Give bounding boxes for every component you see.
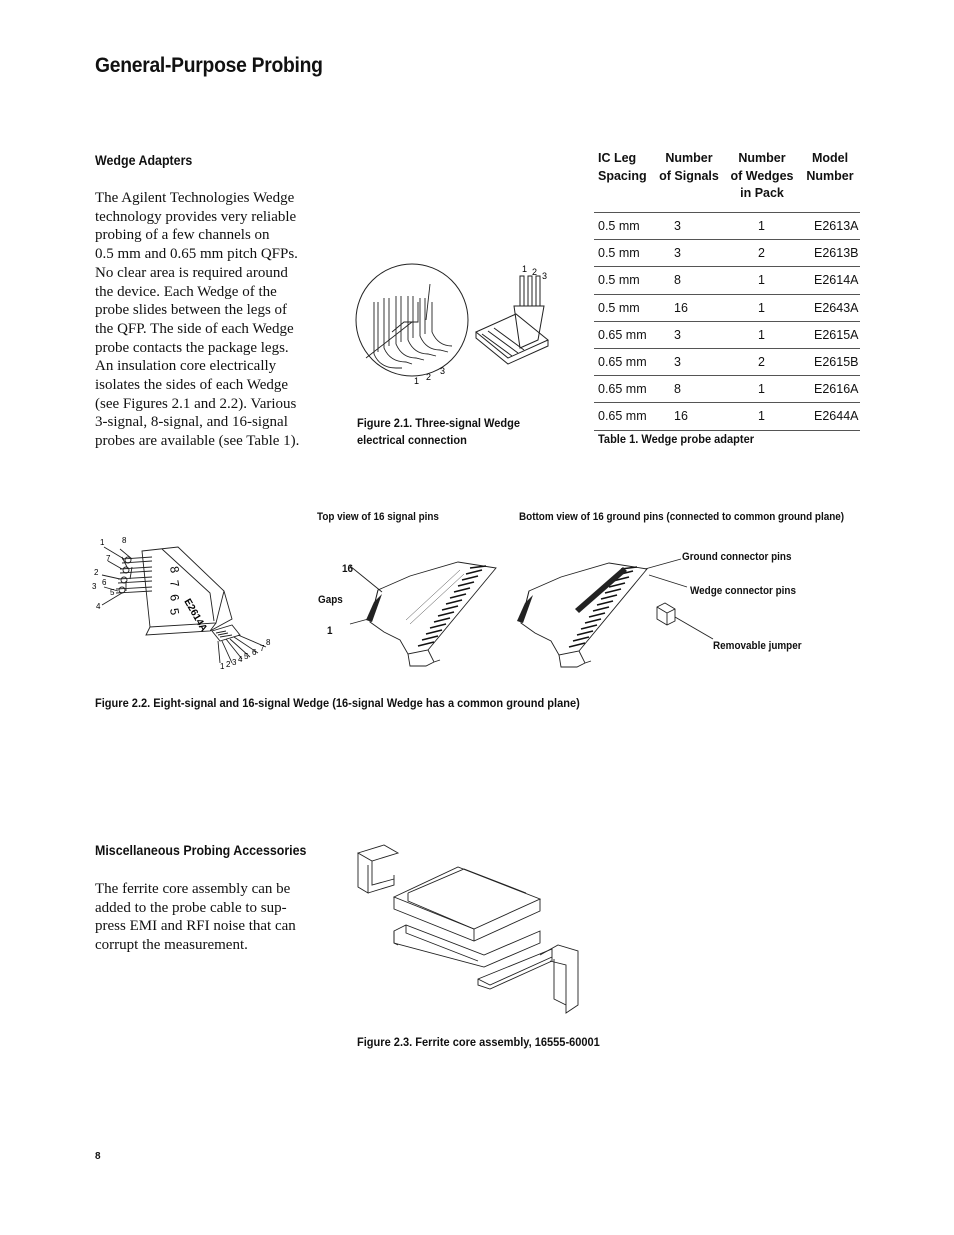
table-cell: 1 (724, 403, 800, 430)
table-cell: 2 (724, 240, 800, 267)
svg-text:1: 1 (522, 264, 528, 274)
svg-text:2: 2 (226, 660, 231, 669)
wedge-connector-pins-label: Wedge connector pins (690, 585, 796, 597)
table-cell: 0.5 mm (594, 213, 654, 240)
svg-text:7: 7 (260, 644, 265, 653)
eight-signal-wedge-illustration (92, 535, 282, 675)
svg-text:2: 2 (94, 568, 99, 577)
sixteen-signal-wedge-top-view (350, 558, 510, 668)
table-cell: E2613A (800, 213, 860, 240)
table-cell: 16 (654, 294, 724, 321)
table-cell: E2643A (800, 294, 860, 321)
table-cell: 2 (724, 348, 800, 375)
svg-text:5: 5 (110, 588, 115, 597)
column-header-model-number: Model Number (806, 151, 854, 183)
svg-text:2: 2 (426, 372, 432, 382)
svg-text:5: 5 (167, 607, 182, 617)
svg-text:3: 3 (542, 271, 548, 281)
wedge-probe-table (594, 150, 860, 431)
svg-text:8: 8 (122, 536, 127, 545)
table-row (594, 348, 860, 375)
svg-text:6: 6 (167, 593, 182, 603)
svg-text:5: 5 (244, 652, 249, 661)
wedge-adapters-heading: Wedge Adapters (95, 153, 193, 168)
figure-2-1-caption: Figure 2.1. Three-signal Wedge electrical connection (357, 416, 520, 447)
table-cell: 8 (654, 267, 724, 294)
table-cell: E2615B (800, 348, 860, 375)
three-signal-wedge-illustration (352, 262, 562, 402)
svg-text:8: 8 (266, 638, 271, 647)
table-cell: E2613B (800, 240, 860, 267)
svg-text:4: 4 (238, 655, 243, 664)
table-cell: 1 (724, 376, 800, 403)
page-title: General-Purpose Probing (95, 54, 323, 77)
table-row (594, 321, 860, 348)
svg-text:1: 1 (414, 376, 420, 386)
misc-accessories-heading: Miscellaneous Probing Accessories (95, 843, 307, 858)
table-cell: 0.65 mm (594, 403, 654, 430)
svg-text:7: 7 (167, 579, 182, 589)
svg-text:8: 8 (167, 565, 182, 575)
figure-2-3-caption: Figure 2.3. Ferrite core assembly, 16555-60001 (357, 1035, 600, 1049)
table-cell: 0.5 mm (594, 294, 654, 321)
svg-text:6: 6 (102, 578, 107, 587)
svg-text:7: 7 (106, 554, 111, 563)
svg-text:1: 1 (220, 662, 225, 671)
wedge-adapters-body: The Agilent Technologies Wedge technology provides very reliable probing of a few channels on 0.5 mm and 0.65 mm pitch QFPs. No clear area is required around the device. Each Wedge of the probe slides between the legs of the QFP. The side of each Wedge probe contacts the package legs. An insulation core electrically isolates the sides of each Wedge (see Figures 2.1 and 2.2). Various 3-signal, 8-signal, and 16-signal probes are available (see Table 1). (95, 190, 300, 450)
svg-text:E2614A: E2614A (181, 597, 209, 634)
table-cell: 0.5 mm (594, 267, 654, 294)
removable-jumper-label: Removable jumper (713, 640, 802, 652)
svg-text:6: 6 (252, 648, 257, 657)
table-cell: 0.65 mm (594, 348, 654, 375)
table-cell: 8 (654, 376, 724, 403)
table-cell: E2616A (800, 376, 860, 403)
top-view-label: Top view of 16 signal pins (317, 511, 439, 523)
table-row (594, 294, 860, 321)
pin-16-label: 16 (342, 563, 354, 575)
table-1-caption: Table 1. Wedge probe adapter (598, 432, 755, 446)
table-row (594, 403, 860, 430)
table-cell: 3 (654, 240, 724, 267)
figure-2-2-caption: Figure 2.2. Eight-signal and 16-signal Wedge (16-signal Wedge has a common ground plane) (95, 696, 580, 710)
table-row (594, 213, 860, 240)
table-cell: 1 (724, 294, 800, 321)
gaps-label: Gaps (318, 594, 343, 606)
column-header-ic-leg-spacing: IC Leg Spacing (598, 151, 647, 183)
table-cell: E2615A (800, 321, 860, 348)
ferrite-core-illustration (354, 845, 584, 1015)
ground-connector-pins-label: Ground connector pins (682, 551, 792, 563)
table-cell: 3 (654, 213, 724, 240)
table-cell: 0.65 mm (594, 376, 654, 403)
table-cell: E2644A (800, 403, 860, 430)
table-cell: 1 (724, 321, 800, 348)
column-header-number-of-signals: Number of Signals (659, 151, 719, 183)
table-cell: E2614A (800, 267, 860, 294)
svg-text:4: 4 (96, 602, 101, 611)
column-header-number-of-wedges: Number of Wedges in Pack (730, 151, 794, 200)
table-header-row (594, 150, 860, 213)
table-cell: 3 (654, 348, 724, 375)
table-row (594, 267, 860, 294)
table-row (594, 376, 860, 403)
table-row (594, 240, 860, 267)
bottom-view-label: Bottom view of 16 ground pins (connected to common ground plane) (519, 511, 845, 523)
page-number: 8 (95, 1151, 101, 1162)
table-cell: 0.65 mm (594, 321, 654, 348)
pin-1-label: 1 (327, 625, 333, 637)
svg-text:3: 3 (92, 582, 97, 591)
table-cell: 1 (724, 267, 800, 294)
table-cell: 1 (724, 213, 800, 240)
svg-text:3: 3 (440, 366, 446, 376)
misc-accessories-body: The ferrite core assembly can be added to the probe cable to sup- press EMI and RFI noise that can corrupt the measurement. (95, 881, 296, 954)
svg-text:2: 2 (532, 267, 538, 277)
table-cell: 3 (654, 321, 724, 348)
sixteen-signal-wedge-bottom-view (515, 545, 715, 670)
table-cell: 16 (654, 403, 724, 430)
svg-text:3: 3 (232, 658, 237, 667)
svg-text:1: 1 (100, 538, 105, 547)
table-cell: 0.5 mm (594, 240, 654, 267)
